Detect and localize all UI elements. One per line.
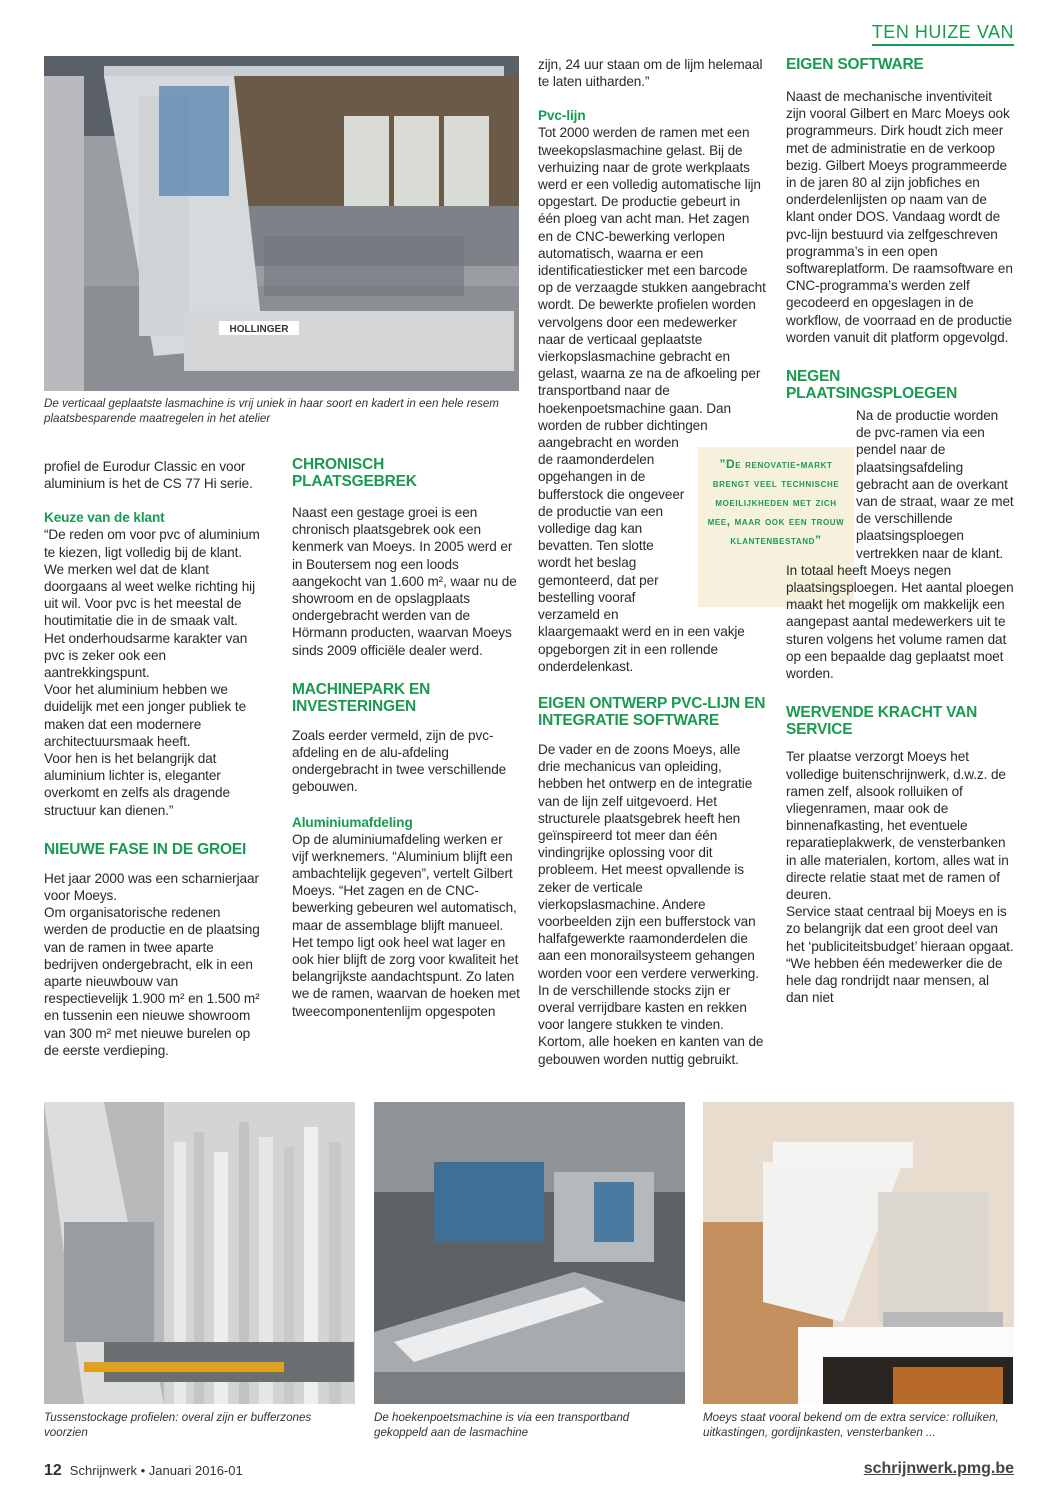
heading-aluminiumafdeling: Aluminiumafdeling (292, 814, 413, 830)
photo-profile-storage (44, 1102, 355, 1404)
paragraph: Tot 2000 werden de ramen met een tweekopslasmachine gelast. Bij de verhuizing naar de grote werkplaats werd er een volledig automatische lijn opgestart. De productie gebeurt in één ploeg van acht man. Het zagen en de CNC-bewerking verlopen automatisch, waarna er een identificatiesticker met een barcode op de verzaagde stukken aangebracht wordt. De bewerkte profielen worden vervolgens door een medewerker naar de verticaal geplaatste vierkopslasmachine gebracht en gelast, waarna ze na de afkoeling per transportband naar de hoekenpoetsmachine gaan. Dan worden de rubber dichtingen (538, 125, 766, 433)
column-2 (292, 456, 520, 1020)
machine-brand-label: HOLLINGER (229, 324, 289, 335)
bottom-caption-1: Tussenstockage profielen: overal zijn er bufferzones voorzien (44, 1411, 312, 1439)
section-tag: TEN HUIZE VAN (872, 22, 1014, 46)
paragraph: Voor het aluminium hebben we duidelijk met een jonger publiek te maken dat een modernere architectuursmaak heeft. (44, 682, 247, 749)
paragraph: Het jaar 2000 was een scharnierjaar voor Moeys. (44, 870, 259, 904)
column-4 (786, 56, 1014, 1006)
paragraph: In totaal heeft Moeys negen plaatsingsploegen. Het aantal ploegen maakt het mogelijk om makkelijk een aangepast aantal medewerkers uit te sturen volgens het volume ramen dat op een bepaalde dag geplaatst moet worden. (786, 562, 1014, 682)
top-photo-caption: De verticaal geplaatste lasmachine is vrij uniek in haar soort en kadert in een hele resem plaatsbesparende maatregelen in het atelier (44, 397, 499, 425)
page-number: 12 (44, 1462, 62, 1479)
paragraph: Service staat centraal bij Moeys en is zo belangrijk dat een groot deel van het ‘publiciteitsbudget’ hieraan opgaat. “We hebben één medewerker die de hele dag rondrijdt naar mensen, al dan niet (786, 904, 1014, 1006)
column-1 (44, 458, 262, 1059)
paragraph: zijn, 24 uur staan om de lijm helemaal te laten uitharden.” (538, 57, 763, 90)
paragraph: Voor hen is het belangrijk dat aluminium lichter is, eleganter overkomt en zelfs als dragende structuur kan dienen.” (44, 751, 230, 818)
paragraph: Naast een gestage groei is een chronisch plaatsgebrek ook een kenmerk van Moeys. In 2005 werd er in Boutersem nog een loods aangekocht van 1.600 m², waar nu de showroom en de opslagplaats ondergebracht werden van de Hörmann producten, waarvan Moeys sinds 2009 officiële dealer werd. (292, 505, 517, 658)
paragraph: profiel de Eurodur Classic en voor aluminium is het de CS 77 Hi serie. (44, 459, 253, 492)
footer-publication (44, 1462, 243, 1480)
heading-chronisch: CHRONISCH PLAATSGEBREK (292, 456, 417, 490)
heading-keuze: Keuze van de klant (44, 510, 165, 526)
paragraph: aangebracht en worden de raamonderdelen opgehangen in de bufferstock die ongeveer de productie van een volledige dag kan bevatten. Ten slotte wordt het beslag gemonteerd, dat per bestelling vooraf verzameld en (538, 435, 685, 623)
heading-eigen-ontwerp: EIGEN ONTWERP PVC-LIJN EN INTEGRATIE SOFTWARE (538, 694, 766, 729)
heading-machinepark: MACHINEPARK EN INVESTERINGEN (292, 680, 431, 715)
heading-wervende-kracht: WERVENDE KRACHT VAN SERVICE (786, 704, 978, 739)
photo-vertical-welding-machine (44, 56, 519, 391)
paragraph: Ter plaatse verzorgt Moeys het volledige buitenschrijnwerk, d.w.z. de ramen zelf, alsook rolluiken of vliegenramen, maar ook de binnenafkasting, het eventuele reparatieplakwerk, de vensterbanken in alle materialen, kortom, alles wat in directe relatie staat met de ramen of deuren. (786, 749, 1009, 902)
publication-name: Schrijnwerk • Januari 2016-01 (69, 1463, 243, 1478)
paragraph: “De reden om voor pvc of aluminium te kiezen, ligt volledig bij de klant. We merken wel dat de klant doorgaans al weet welke richting hij uit wil. Voor pvc is het meestal de houtimitatie die in de smaak valt. Het onderhoudsarme karakter van pvc is zeker ook een aantrekkingspunt. (44, 527, 260, 681)
bottom-caption-3: Moeys staat vooral bekend om de extra service: rolluiken, uitkastingen, gordijnkasten, vensterbanken ... (703, 1411, 999, 1439)
bottom-caption-2: De hoekenpoetsmachine is via een transportband gekoppeld aan de lasmachine (374, 1411, 630, 1439)
heading-eigen-software: EIGEN SOFTWARE (786, 56, 924, 73)
paragraph: Na de productie worden de pvc-ramen via een pendel naar de plaatsingsafdeling gebracht aan de overkant van de straat, waar ze met de verschillende plaatsingsploegen vertrekken naar de klant. (856, 408, 1014, 561)
paragraph: Om organisatorische redenen werden de productie en de plaatsing van de ramen in twee aparte bedrijven ondergebracht, elk in een aparte nieuwbouw van respectievelijk 1.900 m² en 1.500 m² en tussenin een nieuwe showroom van 300 m² met nieuwe burelen op de eerste verdieping. (44, 905, 260, 1058)
paragraph: De vader en de zoons Moeys, alle drie mechanicus van opleiding, hebben het ontwerp en de integratie van de lijn zelf uitgevoerd. Het structurele plaatsgebrek heeft hen geïnspireerd tot meer dan één vindingrijke oplossing voor dit probleem. Het meest opvallende is zeker de verticale vierkopslasmachine. Andere voorbeelden zijn een bufferstock van halfafgewerkte raamonderdelen die aan een monorailsysteem gehangen worden voor een verdere verwerking. In de verschillende stocks zijn er overal verrijdbare kasten en rekken voor langere stukken te vinden. Kortom, alle hoeken en kanten van de gebouwen worden nuttig gebruikt. (538, 741, 764, 1067)
footer-url-link[interactable]: schrijnwerk.pmg.be (863, 1460, 1014, 1477)
photo-installed-window (703, 1102, 1014, 1404)
photo-corner-cleaning-machine (374, 1102, 685, 1404)
heading-pvc-lijn: Pvc-lijn (538, 108, 586, 124)
paragraph: Naast de mechanische inventiviteit zijn vooral Gilbert en Marc Moeys ook programmeurs. Dirk houdt zich meer met de administratie en de verkoop bezig. Gilbert Moeys programmeerde in de jaren 80 al zijn jobfiches en onderdelenlijsten op naam van de klant onder DOS. Vandaag wordt de pvc-lijn bestuurd via zelfgeschreven programma’s in een open softwareplatform. De raamsoftware en CNC-programma’s werden zelf gecodeerd en opgeslagen in de workflow, de voorraad en de productie worden vanuit dit platform opgevolgd. (786, 89, 1013, 345)
pull-quote-text: ”De renovatie-markt brengt veel technische moeilijkheden met zich mee, maar ook een trouw klantenbestand” (707, 457, 845, 547)
heading-nieuwe-fase: NIEUWE FASE IN DE GROEI (44, 840, 247, 858)
paragraph: Zoals eerder vermeld, zijn de pvc-afdeling en de alu-afdeling ondergebracht in twee verschillende gebouwen. (292, 727, 507, 795)
paragraph: klaargemaakt werd en in een vakje opgeborgen zit in een rollende onderdelenkast. (538, 624, 745, 674)
heading-negen-plaatsingsploegen: NEGEN PLAATSINGSPLOEGEN (786, 368, 958, 403)
paragraph: Op de aluminiumafdeling werken er vijf werknemers. “Aluminium blijft een ambachtelijk gegeven”, vertelt Gilbert Moeys. “Het zagen en de CNC-bewerking gebeuren wel automatisch, maar de assemblage blijft manueel. Het tempo ligt ook heel wat lager en ook hier blijft de zorg voor kwaliteit het belangrijkste aandachtspunt. Zo laten we de ramen, waarvan de hoeken met tweecomponentenlijm opgespoten (292, 831, 520, 1019)
